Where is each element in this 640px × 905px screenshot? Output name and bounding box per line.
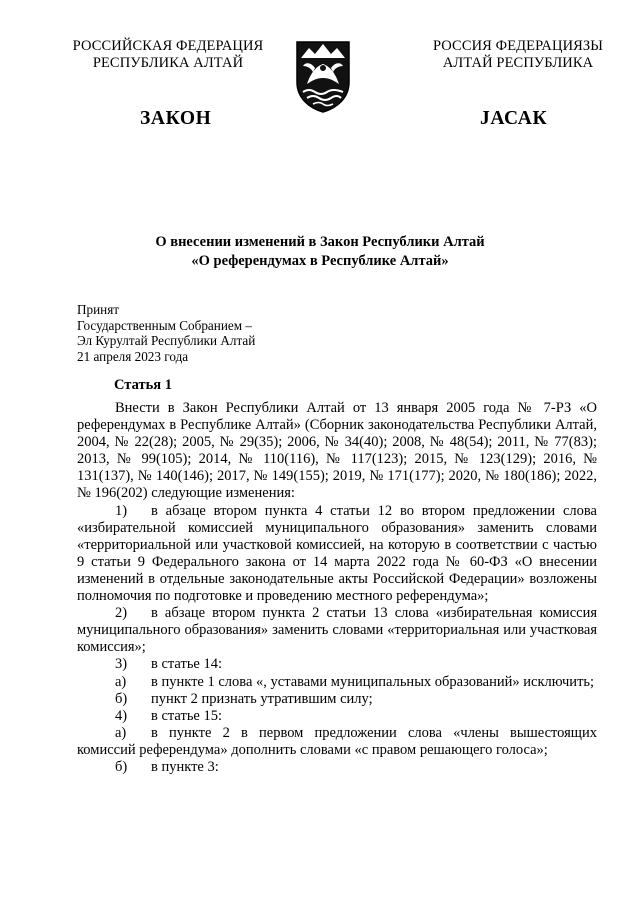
header-right-line1: РОССИЯ ФЕДЕРАЦИЯЗЫ — [432, 38, 604, 54]
list-item-number: а) — [115, 673, 127, 690]
list-item — [77, 759, 597, 776]
law-title-line2: «О референдумах в Республике Алтай» — [191, 253, 449, 269]
list-item — [77, 708, 597, 725]
list-item-text: пункт 2 признать утратившим силу; — [151, 690, 373, 707]
list-item-number: а) — [115, 724, 127, 741]
list-item-text: в пункте 3: — [151, 758, 219, 775]
header-right — [420, 38, 616, 72]
coat-of-arms-emblem-icon — [291, 38, 355, 114]
list-item-text: в пункте 2 в первом предложении слова «члены вышестоящих комиссий референдума» дополнить словами «с правом решающего голоса»; — [77, 724, 597, 758]
adoption-line2: Государственным Собранием – — [77, 317, 252, 333]
list-item — [77, 503, 597, 606]
article-heading: Статья 1 — [114, 377, 172, 393]
law-heading-altai: ЈАСАК — [480, 108, 548, 129]
list-item — [77, 656, 597, 673]
article-intro: Внести в Закон Республики Алтай от 13 января 2005 года № 7-РЗ «О референдумах в Республике Алтай» (Сборник законодательства Республики Алтай, 2004, № 22(28); 2005, № 29(35); 2006, № 34(40); 2008, № 48(54); 2011, № 77(83); 2013, № 99(105); 2014, № 110(116), № 117(123); 2015, № 123(129); 2016, № 131(137), № 140(146); 2017, № 149(155); 2019, № 171(177); 2020, № 180(186); 2022, № 196(202) следующие изменения: — [77, 400, 597, 502]
list-item-number: б) — [115, 690, 128, 707]
list-item-text: в абзаце втором пункта 4 статьи 12 во втором предложении слова «избирательной комиссией муниципального образования» заменить словами «территориальной или участковой комиссией, на которую в соответствии с частью 9 статьи 9 Федерального закона от 14 марта 2022 года № 60-ФЗ «О внесении изменений в отдельные законодательные акты Российской Федерации» возложены полномочия по подготовке и проведению местного референдума»; — [77, 502, 597, 605]
header-right-line2: АЛТАЙ РЕСПУБЛИКА — [442, 55, 594, 71]
list-item-text: в абзаце втором пункта 2 статьи 13 слова «избирательная комиссия муниципального образования» заменить словами «территориальная или участковая комиссия»; — [77, 605, 597, 656]
law-title-line1: О внесении изменений в Закон Республики Алтай — [155, 234, 485, 250]
adoption-date: 21 апреля 2023 года — [77, 348, 189, 364]
law-title — [60, 233, 580, 271]
list-item-number: 4) — [115, 707, 128, 724]
law-heading-russian: ЗАКОН — [140, 108, 212, 129]
list-item-text: в статье 14: — [151, 656, 223, 673]
header-left-line2: РЕСПУБЛИКА АЛТАЙ — [92, 55, 244, 71]
header-left — [62, 38, 274, 72]
list-item — [77, 605, 597, 656]
list-item — [77, 674, 597, 691]
list-item-number: 2) — [115, 605, 128, 622]
adoption-block — [77, 302, 255, 364]
list-item-number: 1) — [115, 502, 128, 519]
adoption-line1: Принят — [77, 302, 120, 317]
header-left-line1: РОССИЙСКАЯ ФЕДЕРАЦИЯ — [72, 38, 264, 54]
list-item-text: в пункте 1 слова «, уставами муниципальных образований» исключить; — [151, 673, 595, 690]
list-item-number: 3) — [115, 656, 128, 673]
list-item-number: б) — [115, 758, 128, 775]
article-body — [77, 400, 597, 776]
list-item — [77, 691, 597, 708]
list-item — [77, 725, 597, 759]
adoption-line3: Эл Курултай Республики Алтай — [77, 333, 256, 348]
list-item-text: в статье 15: — [151, 707, 223, 724]
